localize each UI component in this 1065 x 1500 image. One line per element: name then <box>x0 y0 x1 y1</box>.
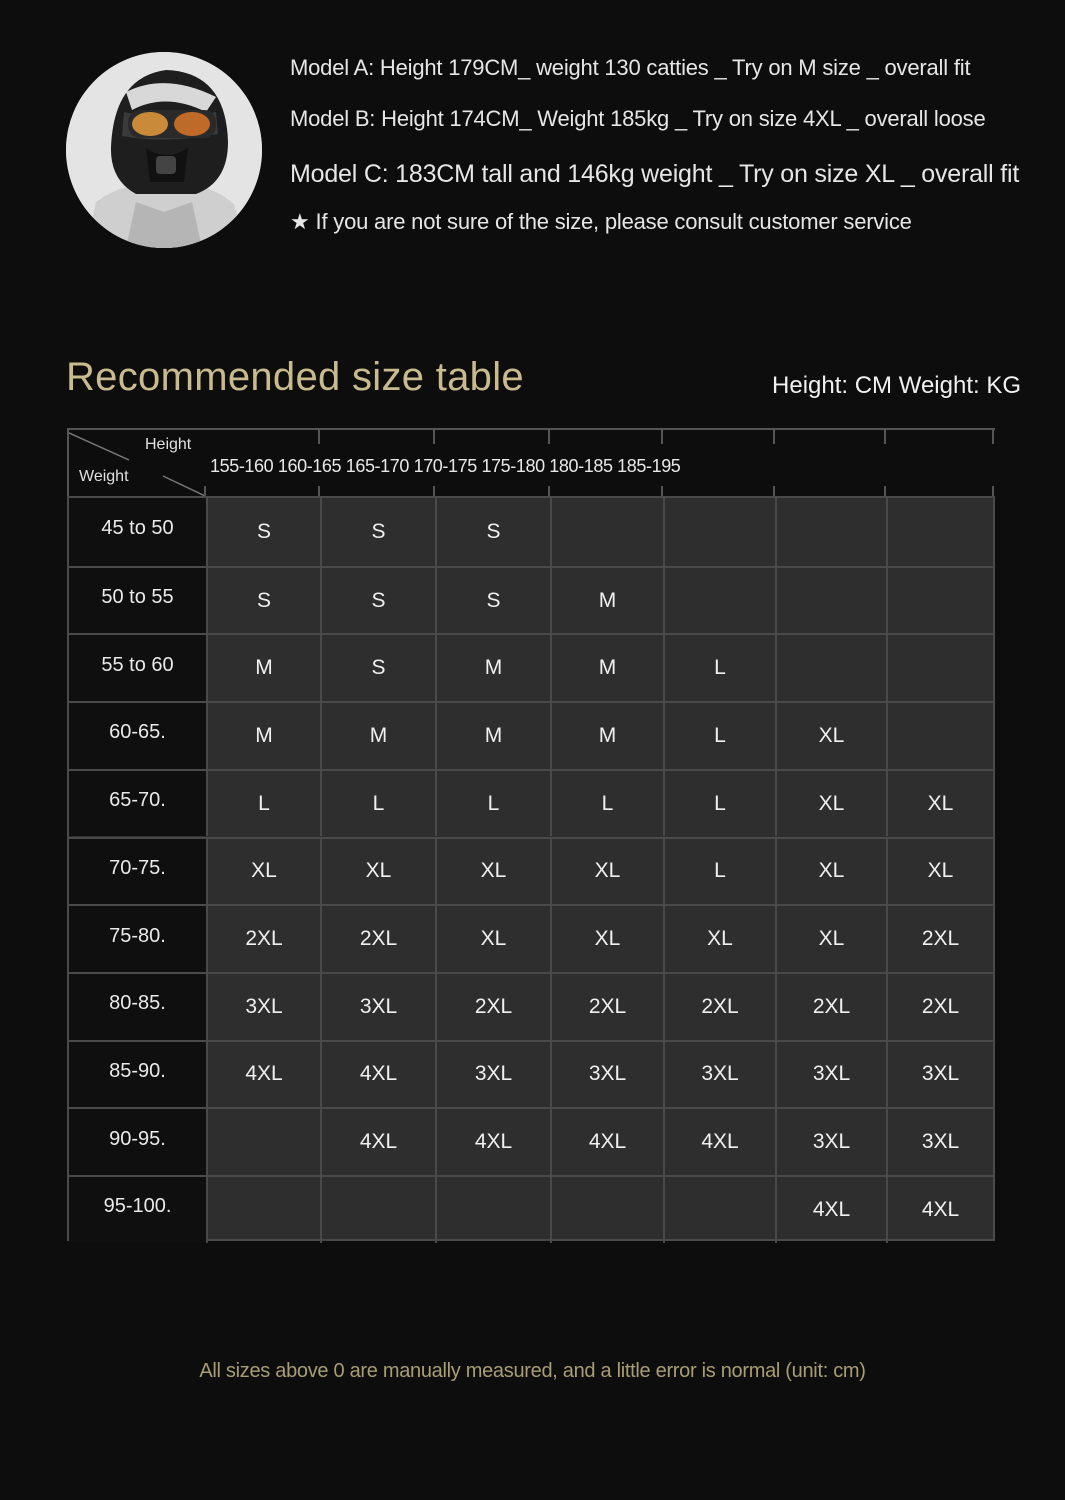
size-cell: XL <box>886 771 993 837</box>
size-cell: 2XL <box>435 974 550 1040</box>
size-cell: 3XL <box>320 974 435 1040</box>
table-body <box>67 496 995 1241</box>
table-row <box>69 498 993 566</box>
size-cell <box>320 1177 435 1243</box>
size-cell: M <box>550 635 663 701</box>
header-tick <box>773 430 775 444</box>
weight-range-label: 95-100. <box>69 1177 206 1243</box>
size-cell <box>886 635 993 701</box>
size-cell <box>775 568 886 634</box>
size-cell: XL <box>775 771 886 837</box>
weight-range-label: 55 to 60 <box>69 635 206 701</box>
size-cell <box>775 635 886 701</box>
size-cell: S <box>320 635 435 701</box>
size-cell: 4XL <box>886 1177 993 1243</box>
size-cell: XL <box>550 906 663 972</box>
corner-height-label: Height <box>145 436 192 453</box>
size-cell: XL <box>206 839 320 905</box>
size-cell: 2XL <box>886 906 993 972</box>
size-cell: XL <box>775 703 886 769</box>
size-cell: 2XL <box>206 906 320 972</box>
helmet-rider-image <box>66 52 262 248</box>
size-cell: 3XL <box>775 1109 886 1175</box>
size-cell: M <box>206 703 320 769</box>
size-cell: 3XL <box>663 1042 775 1108</box>
model-avatar <box>66 52 262 248</box>
size-cell: M <box>320 703 435 769</box>
size-cell <box>435 1177 550 1243</box>
size-cell: 4XL <box>320 1042 435 1108</box>
size-cell <box>775 498 886 566</box>
size-cell: 4XL <box>663 1109 775 1175</box>
size-cell: L <box>435 771 550 837</box>
model-a-info: Model A: Height 179CM_ weight 130 catties _ Try on M size _ overall fit <box>290 55 971 80</box>
size-cell <box>206 1109 320 1175</box>
table-title: Recommended size table <box>66 355 524 399</box>
size-cell: S <box>206 498 320 566</box>
size-consult-note <box>290 209 912 235</box>
measurement-footnote: All sizes above 0 are manually measured, and a little error is normal (unit: cm) <box>199 1360 866 1382</box>
size-cell: 3XL <box>435 1042 550 1108</box>
size-cell <box>886 498 993 566</box>
table-header <box>67 428 995 498</box>
weight-range-label: 85-90. <box>69 1042 206 1108</box>
size-cell: M <box>206 635 320 701</box>
model-b-info: Model B: Height 174CM_ Weight 185kg _ Try on size 4XL _ overall loose <box>290 106 986 131</box>
size-cell: 4XL <box>775 1177 886 1243</box>
size-cell: 4XL <box>320 1109 435 1175</box>
size-cell: S <box>435 498 550 566</box>
table-row <box>69 566 993 634</box>
size-cell: M <box>435 635 550 701</box>
weight-range-label: 60-65. <box>69 703 206 769</box>
size-cell: L <box>663 771 775 837</box>
header-tick <box>548 430 550 444</box>
size-cell: S <box>320 498 435 566</box>
table-row <box>69 972 993 1040</box>
size-cell: 2XL <box>775 974 886 1040</box>
model-c-info: Model C: 183CM tall and 146kg weight _ Try on size XL _ overall fit <box>290 160 1020 188</box>
size-cell: 2XL <box>320 906 435 972</box>
size-cell: XL <box>775 839 886 905</box>
consult-note-text: If you are not sure of the size, please consult customer service <box>315 209 912 234</box>
size-cell: 4XL <box>206 1042 320 1108</box>
size-cell: 3XL <box>550 1042 663 1108</box>
size-cell: S <box>206 568 320 634</box>
corner-cell <box>67 430 205 498</box>
size-cell: XL <box>435 906 550 972</box>
size-cell: M <box>550 568 663 634</box>
size-cell: XL <box>775 906 886 972</box>
size-cell: 2XL <box>663 974 775 1040</box>
units-label: Height: CM Weight: KG <box>772 372 1021 399</box>
star-icon: ★ <box>290 209 310 234</box>
size-cell: 2XL <box>550 974 663 1040</box>
weight-range-label: 90-95. <box>69 1109 206 1175</box>
weight-range-label: 65-70. <box>69 771 206 837</box>
header-tick <box>992 430 994 444</box>
size-cell: 3XL <box>886 1042 993 1108</box>
size-cell: XL <box>435 839 550 905</box>
size-cell: L <box>206 771 320 837</box>
weight-range-label: 50 to 55 <box>69 568 206 634</box>
size-cell: 4XL <box>435 1109 550 1175</box>
size-cell: L <box>663 703 775 769</box>
size-cell: 3XL <box>775 1042 886 1108</box>
size-cell: L <box>550 771 663 837</box>
size-cell <box>206 1177 320 1243</box>
table-row <box>69 1175 993 1243</box>
weight-range-label: 45 to 50 <box>69 498 206 566</box>
size-cell: L <box>320 771 435 837</box>
size-cell: XL <box>663 906 775 972</box>
table-row <box>69 701 993 769</box>
size-cell: XL <box>320 839 435 905</box>
size-table <box>67 428 995 1241</box>
size-cell: S <box>435 568 550 634</box>
size-cell: 4XL <box>550 1109 663 1175</box>
weight-range-label: 70-75. <box>69 839 206 905</box>
table-row <box>69 769 993 837</box>
size-cell: 3XL <box>886 1109 993 1175</box>
corner-weight-label: Weight <box>79 468 129 485</box>
size-cell <box>886 568 993 634</box>
size-cell: M <box>435 703 550 769</box>
size-cell: 3XL <box>206 974 320 1040</box>
size-cell: L <box>663 839 775 905</box>
size-cell <box>663 1177 775 1243</box>
header-tick <box>661 430 663 444</box>
table-row <box>69 1107 993 1175</box>
size-cell <box>886 703 993 769</box>
size-cell: XL <box>886 839 993 905</box>
table-row <box>69 633 993 701</box>
size-cell <box>550 498 663 566</box>
size-cell: 2XL <box>886 974 993 1040</box>
size-cell: XL <box>550 839 663 905</box>
table-row <box>69 837 993 905</box>
header-tick <box>318 430 320 444</box>
size-cell <box>550 1177 663 1243</box>
size-cell: S <box>320 568 435 634</box>
size-cell: M <box>550 703 663 769</box>
size-cell <box>663 498 775 566</box>
weight-range-label: 75-80. <box>69 906 206 972</box>
weight-range-label: 80-85. <box>69 974 206 1040</box>
size-cell: L <box>663 635 775 701</box>
size-cell <box>663 568 775 634</box>
header-tick <box>884 430 886 444</box>
height-range-labels: 155-160 160-165 165-170 170-175 175-180 180-185 185-195 <box>210 456 681 476</box>
table-row <box>69 904 993 972</box>
table-row <box>69 1040 993 1108</box>
header-tick <box>433 430 435 444</box>
